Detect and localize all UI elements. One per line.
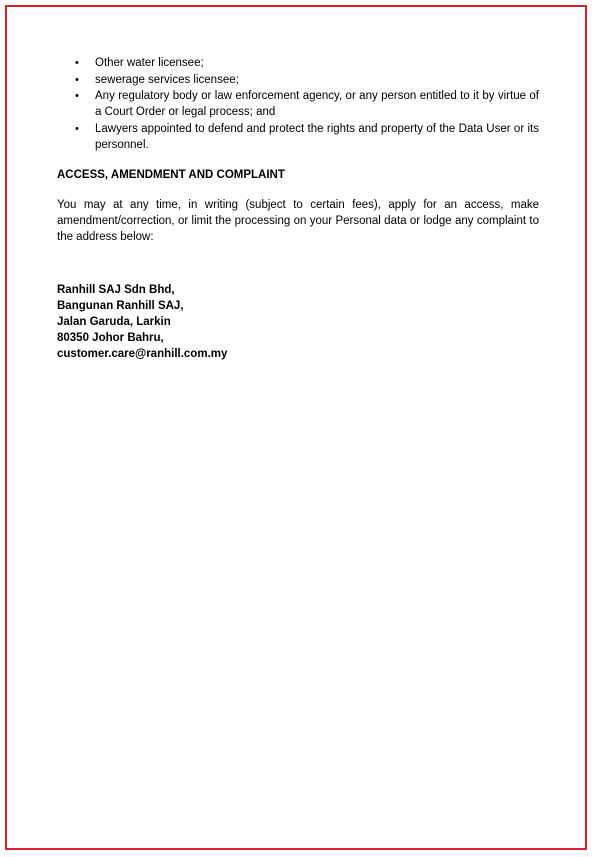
bullet-icon: • — [75, 90, 79, 102]
bullet-icon: • — [75, 73, 79, 86]
section-paragraph: You may at any time, in writing (subject to certain fees), apply for an access, make amendment/correction, or limit the processing on your Personal data or lodge any complaint to the address below: — [57, 198, 539, 243]
address-email: customer.care@ranhill.com.my — [57, 347, 228, 360]
list-item — [57, 55, 539, 71]
list-item-text: Other water licensee; — [95, 57, 204, 69]
list-item — [57, 88, 539, 120]
list-item-text: Lawyers appointed to defend and protect the rights and property of the Data User or its personnel. — [95, 122, 539, 151]
recipient-list — [57, 55, 539, 153]
address-building: Bangunan Ranhill SAJ, — [57, 299, 184, 312]
contact-address — [57, 282, 539, 362]
list-item-text: sewerage services licensee; — [95, 73, 239, 86]
address-city: 80350 Johor Bahru, — [57, 331, 164, 344]
list-item-text: Any regulatory body or law enforcement agency, or any person entitled to it by virtue of a Court Order or legal process; and — [95, 90, 539, 118]
bullet-icon: • — [75, 122, 79, 135]
bullet-icon: • — [75, 57, 79, 69]
list-item — [57, 72, 539, 88]
section-heading: ACCESS, AMENDMENT AND COMPLAINT — [57, 168, 285, 181]
document-body — [57, 55, 539, 362]
address-street: Jalan Garuda, Larkin — [57, 315, 171, 328]
address-company: Ranhill SAJ Sdn Bhd, — [57, 283, 175, 296]
list-item — [57, 121, 539, 153]
